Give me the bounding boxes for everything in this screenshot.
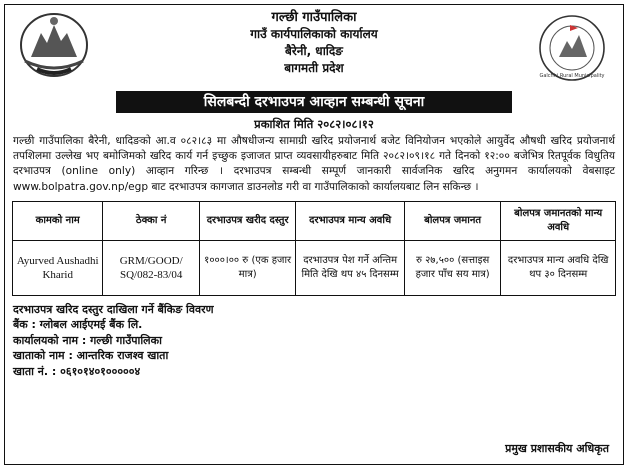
notice-page xyxy=(4,4,624,465)
municipality-seal-icon xyxy=(537,13,607,83)
col-header-security-validity: बोलपत्र जमानतको मान्य अवधि xyxy=(501,201,616,240)
bank-account-name: खाताको नाम : आन्तरिक राजश्व खाता xyxy=(13,349,169,363)
notice-body: गल्छी गाउँपालिका बैरेनी, धादिङको आ.व ०८२।८३ मा औषधीजन्य सामाग्री खरिद प्रयोजनार्थ बजेट विनियोजन भएकोले आयुर्वेद औषधी खरिद प्रयोजनार्थ तपशिलमा उल्लेख भए बमोजिमको खरिद कार्य गर्न इच्छुक इजाजत प्राप्त व्यवसायीहरुबाट मिति २०८२।०९।१८ गते दिनको १२:०० बजेभित्र रितपूर्वक विधुतिय दरभाउपत्र (online only) आव्हान गरिन्छ । दरभाउपत्र सम्बन्धी सम्पूर्ण जानकारी सार्वजनिक खरिद अनुगमन कार्यालयको वेबसाइट www.bolpatra.gov.np/egp बाट दरभाउपत्र कागजात डाउनलोड गरी वा गाउँपालिकाको कार्यालयबाट लिन सकिन्छ । xyxy=(13,135,615,193)
cell-work-name: Ayurved Aushadhi Kharid xyxy=(13,240,103,295)
col-header-contract-no: ठेक्का नं xyxy=(103,201,199,240)
cell-validity: दरभाउपत्र पेश गर्ने अन्तिम मिति देखि थप ४५ दिनसम्म xyxy=(296,240,405,295)
bank-office-name: कार्यालयको नाम : गल्छी गाउँपालिका xyxy=(13,333,162,347)
nepal-emblem-icon xyxy=(17,11,91,79)
letterhead xyxy=(5,5,623,89)
municipality-name: गल्छी गाउँपालिका xyxy=(271,10,357,25)
tender-table xyxy=(12,201,616,296)
seal-text: Galchhi Rural Municipality xyxy=(539,73,605,79)
col-header-purchase-fee: दरभाउपत्र खरीद दस्तुर xyxy=(199,201,295,240)
signature-title: प्रमुख प्रशासकीय अधिकृत xyxy=(505,442,609,455)
col-header-bid-security: बोलपत्र जमानत xyxy=(404,201,500,240)
published-date: प्रकाशित मिति २०८२।०८।१२ xyxy=(254,117,374,131)
table-header-row xyxy=(13,201,616,240)
bank-details xyxy=(13,302,623,380)
cell-bid-security: रु २७,५०० (सत्ताइस हजार पाँच सय मात्र) xyxy=(404,240,500,295)
office-location: बैरेनी, धादिङ xyxy=(285,44,343,58)
col-header-validity: दरभाउपत्र मान्य अवधि xyxy=(296,201,405,240)
cell-purchase-fee: १०००।०० रु (एक हजार मात्र) xyxy=(199,240,295,295)
cell-contract-no: GRM/GOOD/ SQ/082-83/04 xyxy=(103,240,199,295)
bank-name: बैंक : ग्लोबल आईएमई बैंक लि. xyxy=(13,318,143,332)
cell-security-validity: दरभाउपत्र मान्य अवधि देखि थप ३० दिनसम्म xyxy=(501,240,616,295)
col-header-work-name: कामको नाम xyxy=(13,201,103,240)
bank-details-heading: दरभाउपत्र खरिद दस्तुर दाखिला गर्ने बैंकिङ विवरण xyxy=(13,302,214,316)
bank-account-number: खाता नं. : ०६१०१४०१०००००४ xyxy=(13,364,141,378)
notice-title: सिलबन्दी दरभाउपत्र आव्हान सम्बन्धी सूचना xyxy=(116,91,512,113)
province-name: बागमती प्रदेश xyxy=(284,61,344,75)
table-row xyxy=(13,240,616,295)
office-name: गाउँ कार्यपालिकाको कार्यालय xyxy=(250,27,378,41)
